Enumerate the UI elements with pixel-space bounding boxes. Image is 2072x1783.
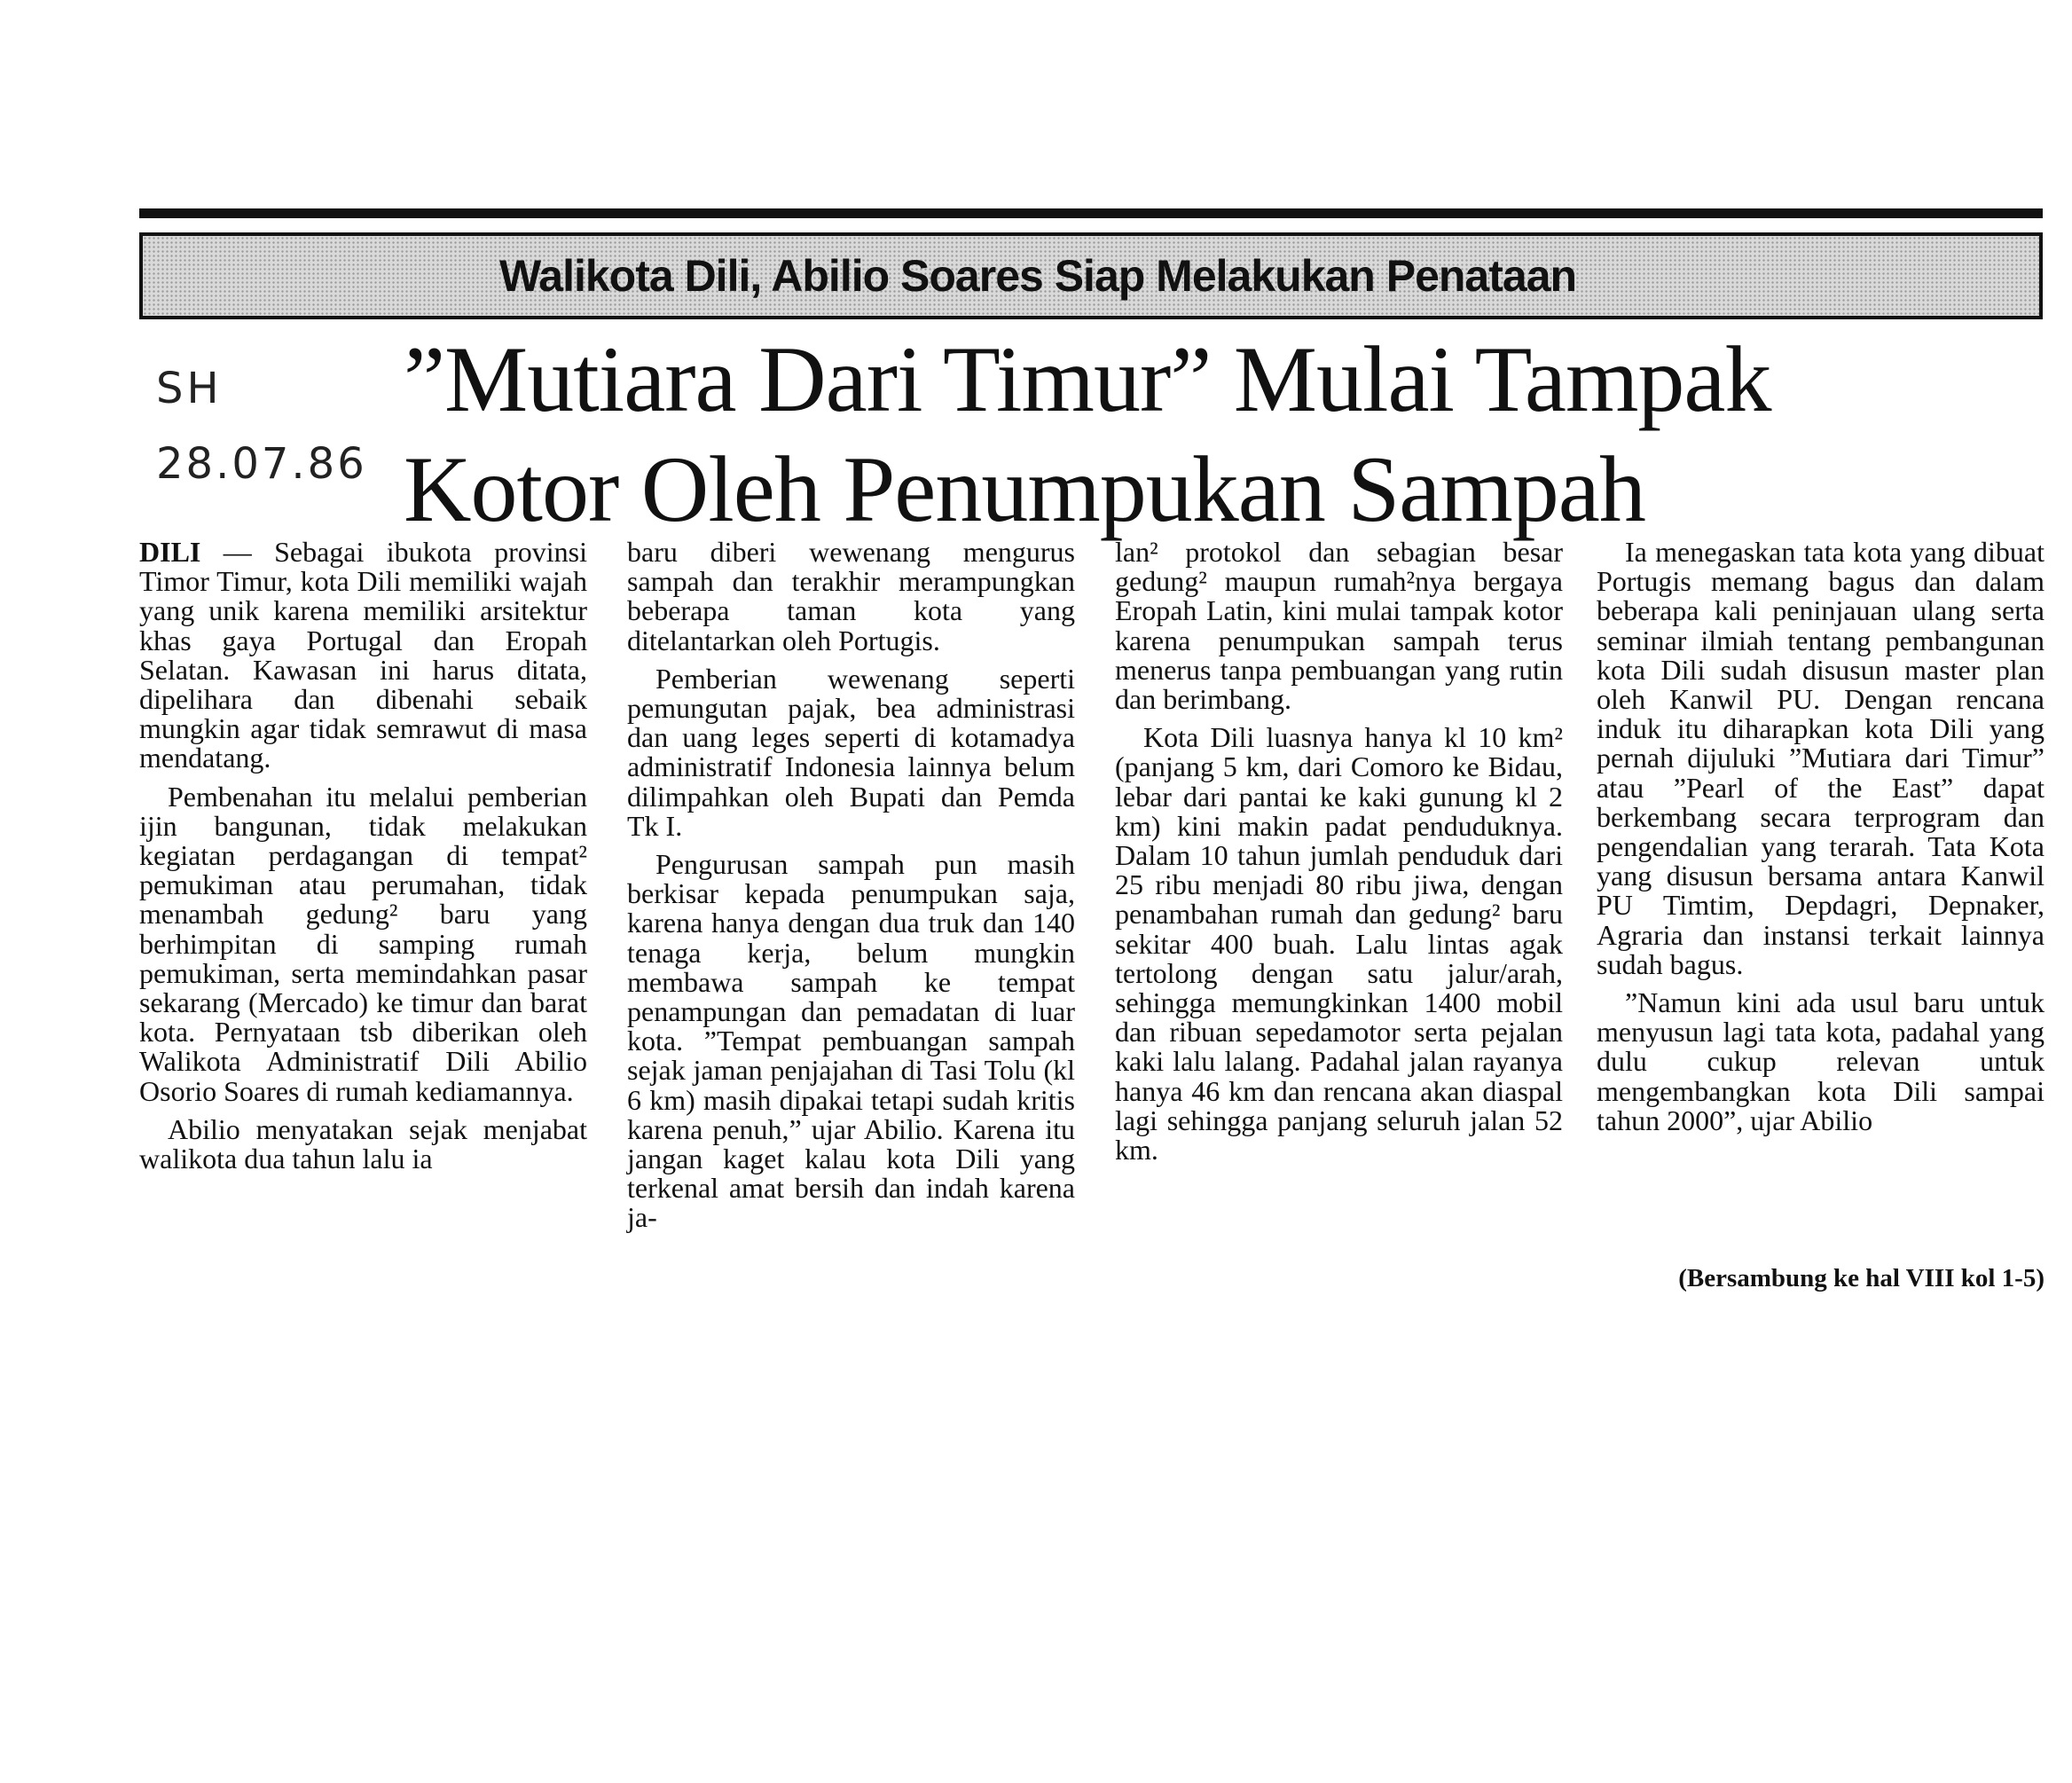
paragraph-text: — Sebagai ibukota provinsi Timor Timur, kota Dili memiliki wajah yang unik karena memiliki arsitektur khas gaya Portugal dan Eropah Selatan. Kawasan ini harus ditata, dipelihara dan dibenahi sebaik mungkin agar tidak semrawut di masa mendatang. xyxy=(139,536,587,774)
column-1 xyxy=(139,538,587,1174)
paragraph: ”Namun kini ada usul baru untuk menyusun lagi tata kota, padahal yang dulu cukup relevan untuk mengembangkan kota Dili sampai tahun 2000”, ujar Abilio xyxy=(1597,986,2045,1136)
paragraph xyxy=(139,538,587,774)
handwritten-source-mark: SH xyxy=(156,364,223,413)
column-2 xyxy=(627,538,1075,1233)
paragraph: Pembenahan itu melalui pemberian ijin bangunan, tidak melakukan kegiatan perdagangan di tempat² pemukiman atau perumahan, tidak menambah gedung² baru yang berhimpitan di samping rumah pemukiman, serta memindahkan pasar sekarang (Mercado) ke timur dan barat kota. Pernyataan tsb diberikan oleh Walikota Administratif Dili Abilio Osorio Soares di rumah kediamannya. xyxy=(139,780,587,1107)
kicker-box xyxy=(139,232,2043,319)
top-rule xyxy=(139,208,2043,218)
paragraph: lan² protokol dan sebagian besar gedung² maupun rumah²nya bergaya Eropah Latin, kini mulai tampak kotor karena penumpukan sampah terus menerus tanpa pembuangan yang rutin dan berimbang. xyxy=(1115,536,1563,716)
paragraph: Abilio menyatakan sejak menjabat walikota dua tahun lalu ia xyxy=(139,1112,587,1175)
kicker-text: Walikota Dili, Abilio Soares Siap Melakukan Penataan xyxy=(498,251,1577,301)
continuation-note: (Bersambung ke hal VIII kol 1-5) xyxy=(1678,1264,2045,1292)
paragraph: baru diberi wewenang mengurus sampah dan terakhir merampungkan beberapa taman kota yang ditelantarkan oleh Portugis. xyxy=(627,536,1075,656)
paragraph: Pengurusan sampah pun masih berkisar kepada penumpukan saja, karena hanya dengan dua truk dan 140 tenaga kerja, belum mungkin membawa sampah ke tempat penampungan dan pemadatan di luar kota. ”Tempat pembuangan sampah sejak jaman penjajahan di Tasi Tolu (kl 6 km) masih dipakai tetapi sudah kritis karena penuh,” ujar Abilio. Karena itu jangan kaget kalau kota Dili yang terkenal amat bersih dan indah karena ja- xyxy=(627,848,1075,1234)
dateline: DILI xyxy=(139,536,201,568)
paragraph: Kota Dili luasnya hanya kl 10 km² (panjang 5 km, dari Comoro ke Bidau, lebar dari pantai ke kaki gunung kl 2 km) kini makin padat penduduknya. Dalam 10 tahun jumlah penduduk dari 25 ribu menjadi 80 ribu jiwa, dengan penambahan rumah dan gedung² baru sekitar 400 buah. Lalu lintas agak tertolong dengan satu jalur/arah, sehingga memungkinkan 1400 mobil dan ribuan sepedamotor serta pejalan kaki lalu lalang. Padahal jalan rayanya hanya 46 km dan rencana akan diaspal lagi sehingga panjang seluruh jalan 52 km. xyxy=(1115,721,1563,1166)
handwritten-date-mark: 28.07.86 xyxy=(156,439,367,489)
column-3 xyxy=(1115,538,1563,1165)
paragraph: Pemberian wewenang seperti pemungutan pajak, bea administrasi dan uang leges seperti di kotamadya administratif Indonesia lainnya belum dilimpahkan oleh Bupati dan Pemda Tk I. xyxy=(627,662,1075,842)
headline-line-1: ”Mutiara Dari Timur” Mulai Tampak xyxy=(404,327,1771,431)
headline-line-2: Kotor Oleh Penumpukan Sampah xyxy=(404,437,1645,541)
paragraph: Ia menegaskan tata kota yang dibuat Portugis memang bagus dan dalam beberapa kali peninjauan ulang serta seminar ilmiah tentang pembangunan kota Dili sudah disusun master plan oleh Kanwil PU. Dengan rencana induk itu diharapkan kota Dili yang pernah dijuluki ”Mutiara dari Timur” atau ”Pearl of the East” dapat berkembang secara terprogram dan pengendalian yang terarah. Tata Kota yang disusun bersama antara Kanwil PU Timtim, Depdagri, Depnaker, Agraria dan instansi terkait lainnya sudah bagus. xyxy=(1597,536,2045,980)
column-4 xyxy=(1597,538,2045,1135)
headline xyxy=(404,326,1770,543)
